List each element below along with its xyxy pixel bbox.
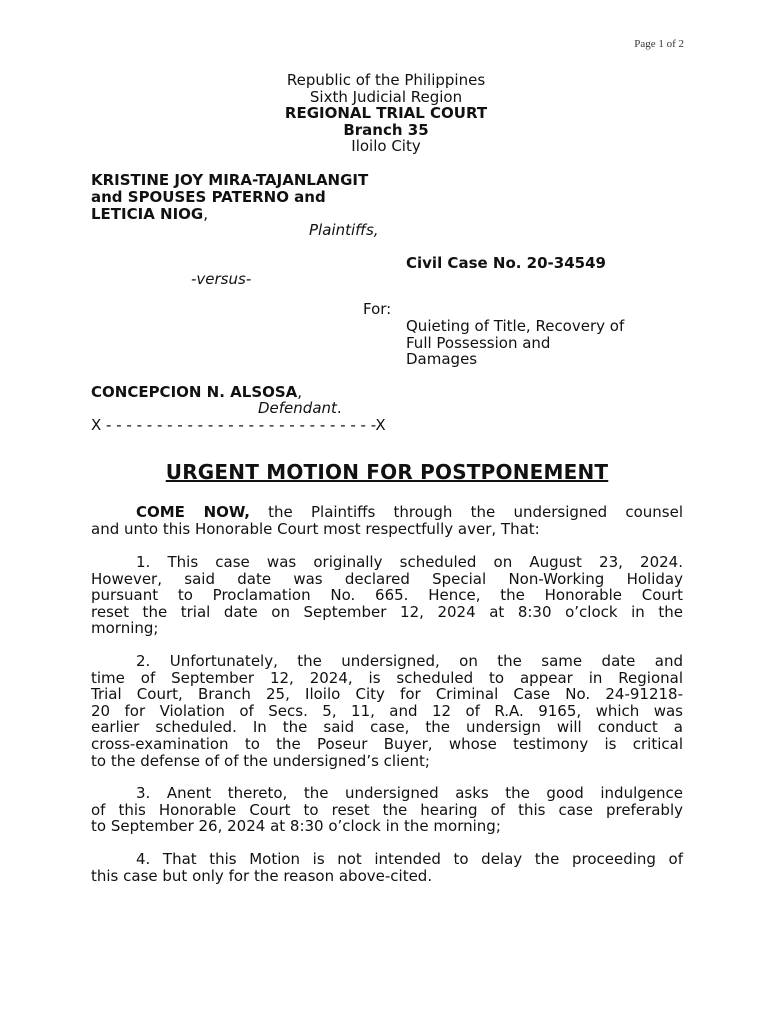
paragraph-4-line: 4. That this Motion is not intended to delay the proceeding of (136, 850, 683, 868)
plaintiffs-name-line2: and SPOUSES PATERNO and (91, 188, 326, 206)
paragraph-3 (91, 785, 683, 835)
plaintiffs-name-line1: KRISTINE JOY MIRA-TAJANLANGIT (91, 171, 369, 189)
intro-lead: COME NOW, (136, 503, 250, 521)
intro-line2: and unto this Honorable Court most respectfully aver, That: (91, 519, 540, 538)
document-title: URGENT MOTION FOR POSTPONEMENT (165, 460, 609, 484)
paragraph-2-line: earlier scheduled. In the said case, the undersign will conduct a (91, 718, 683, 737)
header-branch: Branch 35 (343, 120, 429, 139)
paragraph-1-line: morning; (91, 619, 159, 638)
header-republic: Republic of the Philippines (286, 71, 486, 89)
paragraph-1-number: 1. (136, 553, 151, 571)
paragraph-2-line: Trial Court, Branch 25, Iloilo City for Criminal Case No. 24-91218- (91, 685, 683, 704)
header-court: REGIONAL TRIAL COURT (284, 104, 488, 123)
paragraph-2-line: 20 for Violation of Secs. 5, 11, and 12 of R.A. 9165, which was (91, 701, 683, 720)
intro-line1-rest: the Plaintiffs through the undersigned counsel (249, 503, 684, 521)
plaintiffs-role: Plaintiffs, (309, 221, 379, 239)
header-region: Sixth Judicial Region (309, 87, 463, 106)
versus-label: -versus- (191, 270, 252, 288)
paragraph-2-line: cross-examination to the Poseur Buyer, whose testimony is critical (91, 734, 683, 753)
for-label: For: (363, 300, 392, 318)
paragraph-1-line: reset the trial date on September 12, 2024 at 8:30 o’clock in the (91, 602, 683, 621)
intro-line1 (91, 504, 683, 521)
page-number: Page 1 of 2 (634, 38, 684, 50)
paragraph-2-line: 2. Unfortunately, the undersigned, on the same date and (136, 652, 683, 670)
defendant-role-text: Defendant (258, 399, 337, 417)
paragraph-3-line: to September 26, 2024 at 8:30 o’clock in the morning; (91, 817, 501, 836)
caption-separator: X - - - - - - - - - - - - - - - - - - - - - - - - - - -X (91, 416, 386, 434)
header-city: Iloilo City (351, 137, 421, 156)
paragraph-1 (91, 554, 683, 637)
case-number: Civil Case No. 20-34549 (406, 254, 606, 272)
paragraph-2 (91, 653, 683, 769)
paragraph-3-line: 3. Anent thereto, the undersigned asks the good indulgence (136, 784, 683, 802)
paragraph-4-line: this case but only for the reason above-cited. (91, 866, 433, 885)
defendant-role (258, 400, 342, 417)
for-line2: Full Possession and (406, 334, 551, 352)
paragraph-2-number: 2. (136, 652, 151, 670)
court-header (0, 72, 768, 155)
plaintiffs-name-line3-text: LETICIA NIOG (91, 205, 204, 223)
defendant-name-text: CONCEPCION N. ALSOSA (91, 383, 298, 401)
plaintiffs-comma: , (203, 205, 209, 223)
paragraph-2-line: time of September 12, 2024, is scheduled to appear in Regional (91, 668, 683, 687)
paragraph-3-line: of this Honorable Court to reset the hearing of this case preferably (91, 800, 683, 819)
for-line3: Damages (406, 350, 478, 368)
paragraph-4-number: 4. (136, 850, 151, 868)
for-line1: Quieting of Title, Recovery of (406, 317, 625, 335)
paragraph-4 (91, 851, 683, 884)
paragraph-2-line: to the defense of of the undersigned’s client; (91, 751, 430, 770)
intro-paragraph (91, 504, 683, 537)
plaintiffs-name-line3 (91, 206, 208, 223)
defendant-period: . (336, 399, 342, 417)
defendant-comma: , (297, 383, 303, 401)
paragraph-1-line: However, said date was declared Special Non-Working Holiday (91, 569, 683, 588)
paragraph-1-line: 1. This case was originally scheduled on August 23, 2024. (136, 553, 683, 571)
paragraph-1-line: pursuant to Proclamation No. 665. Hence, the Honorable Court (91, 586, 683, 605)
paragraph-3-number: 3. (136, 784, 151, 802)
